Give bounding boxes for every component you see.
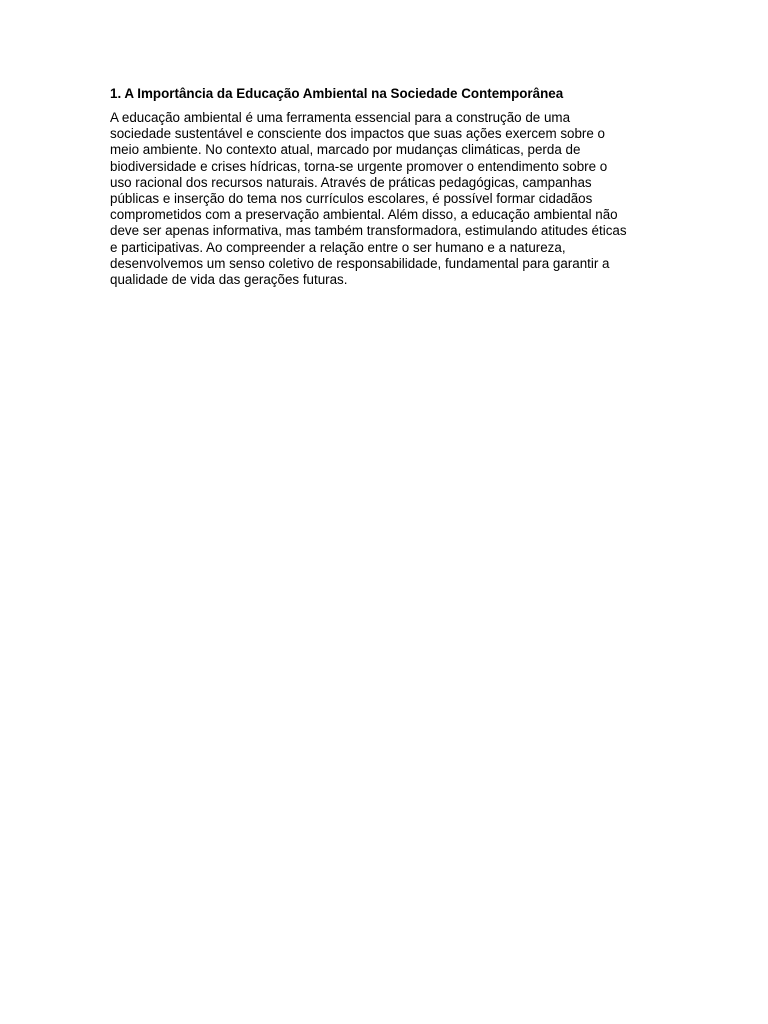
paragraph-line: uso racional dos recursos naturais. Através de práticas pedagógicas, campanhas <box>110 174 592 190</box>
paragraph-line: deve ser apenas informativa, mas também transformadora, estimulando atitudes éticas <box>110 223 627 239</box>
paragraph-line: sociedade sustentável e consciente dos impactos que suas ações exercem sobre o <box>110 126 605 142</box>
paragraph-line: e participativas. Ao compreender a relação entre o ser humano e a natureza, <box>110 239 566 255</box>
paragraph-line: públicas e inserção do tema nos currículos escolares, é possível formar cidadãos <box>110 191 593 207</box>
paragraph-line: comprometidos com a preservação ambiental. Além disso, a educação ambiental não <box>110 207 618 223</box>
paragraph-line: A educação ambiental é uma ferramenta essencial para a construção de uma <box>110 110 571 125</box>
document-content <box>110 85 662 288</box>
paragraph-line: desenvolvemos um senso coletivo de responsabilidade, fundamental para garantir a <box>110 255 610 271</box>
section-heading: 1. A Importância da Educação Ambiental na Sociedade Contemporânea <box>110 86 564 101</box>
paragraph-line: biodiversidade e crises hídricas, torna-se urgente promover o entendimento sobre o <box>110 158 608 174</box>
paragraph-line: qualidade de vida das gerações futuras. <box>110 272 348 288</box>
paragraph-line: meio ambiente. No contexto atual, marcado por mudanças climáticas, perda de <box>110 142 581 158</box>
body-paragraph <box>110 110 662 288</box>
